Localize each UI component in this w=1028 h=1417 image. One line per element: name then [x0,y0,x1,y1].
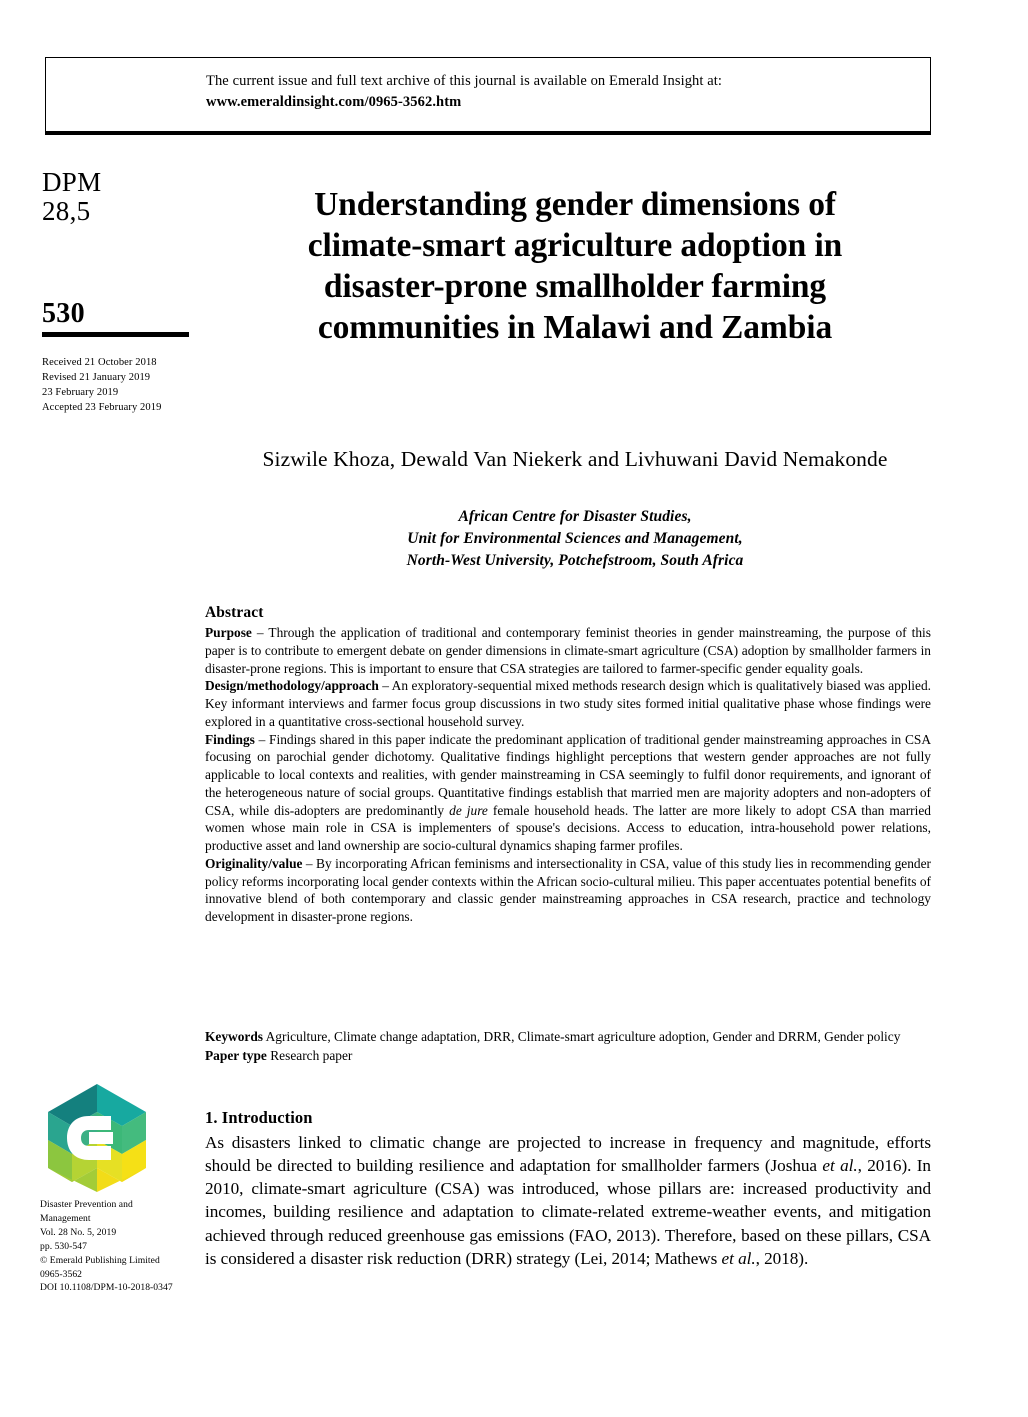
affiliation-block [235,506,915,572]
imprint-issn: 0965-3562 [40,1268,83,1280]
archive-notice-text [206,71,722,113]
archive-notice-line1: The current issue and full text archive of this journal is available on Emerald Insight at: [206,73,723,89]
keywords-block [205,1028,931,1065]
emerald-logo [45,1082,149,1194]
paper-type-value: Research paper [270,1047,353,1063]
affiliation-line-2: Unit for Environmental Sciences and Management, [407,530,743,547]
paper-type-label: Paper type [205,1047,267,1063]
keywords-values: Agriculture, Climate change adaptation, DRR, Climate-smart agriculture adoption, Gender and DRRM, Gender policy [265,1029,901,1044]
abstract-heading: Abstract [205,604,264,621]
imprint-journal-line2: Management [40,1212,91,1224]
abstract-findings-text-a: Findings shared in this paper indicate the predominant application of traditional gender mainstreaming approaches in CSA focusing on parochial gender dichotomy. Qualitative findings highlight perceptions that western gender approaches are not fully applicable to local contexts and realities, with gender mainstreaming in CSA seemingly to fulfil donor requirements, and ignorant of the heterogeneous nature of social groups. Quantitative findings establish that married men are majority adopters and non-adopters of CSA, while dis-adopters are predominantly [205,731,932,818]
introduction-section [205,1108,931,1270]
keywords-label: Keywords [205,1029,264,1044]
intro-italic-1: et al. [822,1156,858,1176]
abstract-findings-italic-term: de jure [449,802,488,818]
history-revised-2: 23 February 2019 [42,386,119,398]
abstract-design-text: An exploratory-sequential mixed methods research design which is qualitatively biased was applied. Key informant interviews and farmer focus group discussions in two study sites formed initial qualitative phase whose findings were explored in a quantitative cross-sectional household survey. [205,678,931,729]
abstract-originality-text: By incorporating African feminisms and intersectionality in CSA, value of this study lies in recommending gender policy reforms incorporating local gender contexts within the African socio-cultural milieu. This paper accentuates potential benefits of innovative blend of both contemporary and classic gender mainstreaming approaches in CSA research, practice and technology development in disaster-prone regions. [205,855,931,924]
archive-notice-box [45,57,931,135]
imprint-journal-line1: Disaster Prevention and [40,1199,133,1210]
emerald-logo-icon [45,1082,149,1194]
abstract-originality-dash: – [302,855,317,871]
abstract-design-label: Design/methodology/approach [205,678,379,694]
keywords-line [205,1028,931,1047]
intro-part-2: , 2016). In 2010, climate-smart agriculture (CSA) was introduced, whose pillars are: increased productivity and incomes, building resilience and adaptation to climate-related extreme-weather events, and mitigation achieved through reduced greenhouse gas emissions (FAO, 2013). Therefore, based on these pillars, CSA is considered a disaster risk reduction (DRR) strategy (Lei, 2014; Mathews [205,1156,931,1268]
imprint-publisher: © Emerald Publishing Limited [40,1254,160,1266]
imprint-block [40,1198,210,1295]
journal-abbreviation: DPM [42,167,102,197]
abstract-purpose [205,624,931,677]
abstract-findings-dash: – [254,731,270,747]
history-revised: Revised 21 January 2019 [42,371,151,383]
abstract-section [205,604,931,926]
history-received: Received 21 October 2018 [42,357,157,368]
abstract-originality-label: Originality/value [205,855,303,871]
folio-block [42,300,194,337]
affiliation-line-1: African Centre for Disaster Studies, [458,508,692,525]
paper-type-line [205,1047,931,1066]
abstract-findings-label: Findings [205,731,255,747]
volume-issue: 28,5 [42,196,91,227]
affiliation-line-3: North-West University, Potchefstroom, South Africa [406,552,744,569]
article-history [42,356,207,416]
author-list: Sizwile Khoza, Dewald Van Niekerk and Livhuwani David Nemakonde [262,447,888,471]
running-head-block [42,168,194,226]
abstract-design [205,677,931,730]
intro-part-3: , 2018). [755,1248,809,1268]
abstract-purpose-text: Through the application of traditional and contemporary feminist theories in gender mainstreaming, the purpose of this paper is to contribute to emergent debate on gender dimensions in climate-smart agriculture (CSA) adoption by smallholder farmers in disaster-prone regions. This is important to ensure that CSA strategies are tailored to farmer-specific gender equality goals. [205,625,931,676]
abstract-originality [205,855,931,926]
introduction-heading: 1. Introduction [205,1108,313,1127]
abstract-purpose-dash: – [251,625,269,640]
archive-notice-url[interactable]: www.emeraldinsight.com/0965-3562.htm [206,94,462,111]
abstract-design-dash: – [378,678,392,694]
imprint-pages: pp. 530-547 [40,1240,87,1252]
history-accepted: Accepted 23 February 2019 [42,401,162,413]
abstract-findings [205,731,931,855]
intro-part-1: As disasters linked to climatic change are projected to increase in frequency and magnitude, efforts should be directed to building resilience and adaptation for smallholder farmers (Joshua [205,1133,931,1176]
introduction-paragraph [205,1131,931,1270]
imprint-volume: Vol. 28 No. 5, 2019 [40,1226,117,1238]
abstract-purpose-label: Purpose [205,625,252,640]
page-title: Understanding gender dimensions of climate-smart agriculture adoption in disaster-prone smallholder farming communities in Malawi and Zambia [307,186,843,346]
folio-rule [42,332,189,337]
abstract-findings-text-b: female household heads. The latter are more likely to adopt CSA than married women whose main role in CSA is implementers of spouse's decisions. Access to education, intra-household power relations, productive asset and land ownership are socio-cultural dynamics shaping farmer profiles. [205,802,931,853]
intro-italic-2: et al. [721,1248,756,1268]
imprint-doi: DOI 10.1108/DPM-10-2018-0347 [40,1282,173,1294]
page-number: 530 [42,298,85,329]
